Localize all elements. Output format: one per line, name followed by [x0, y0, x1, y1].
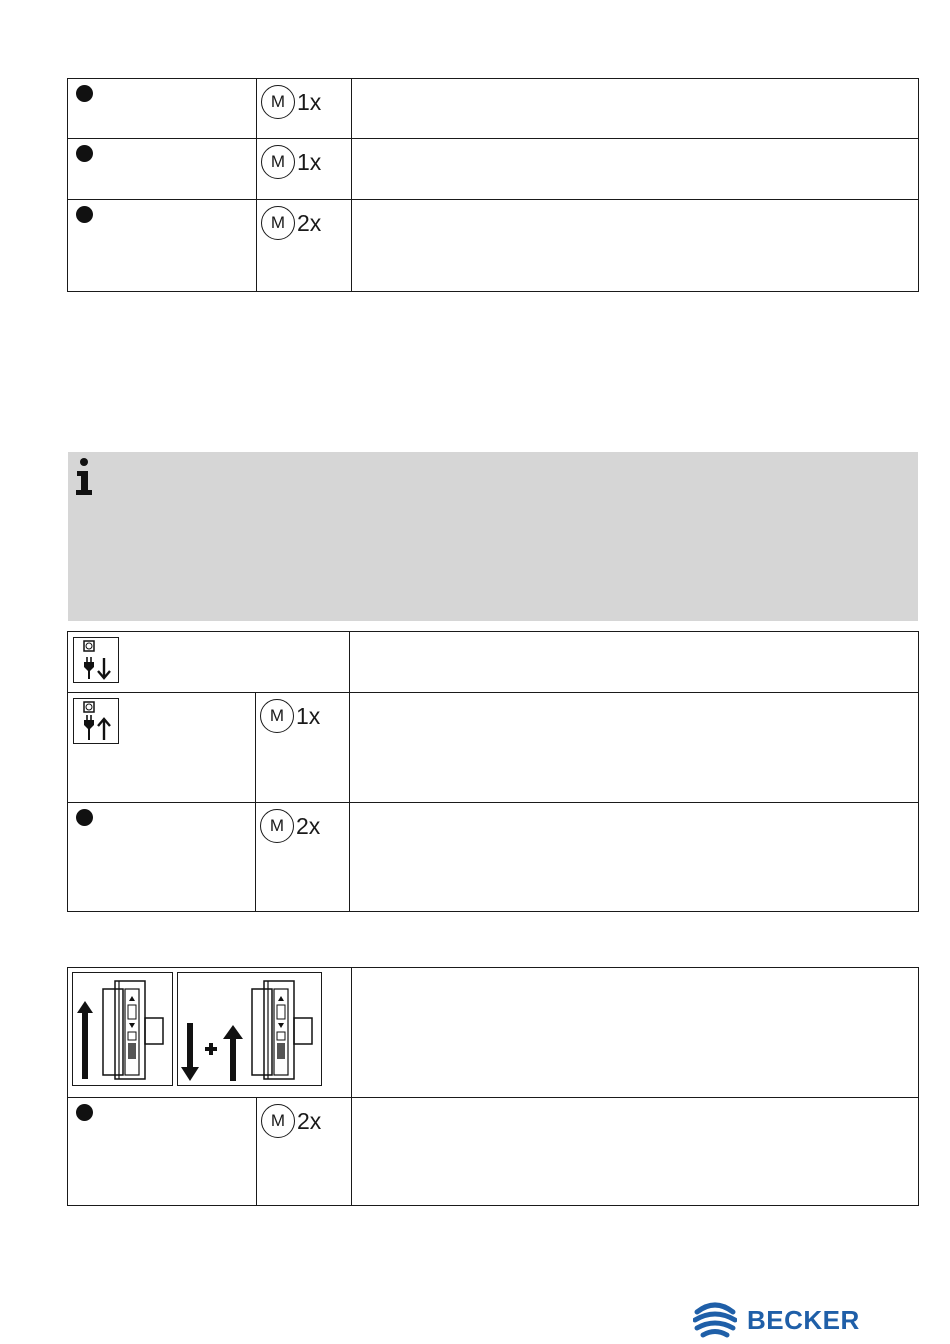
description-cell: [350, 632, 919, 693]
indicator-cell: [68, 803, 256, 912]
dot-icon: [76, 1104, 93, 1121]
description-cell: [352, 968, 919, 1098]
description-cell: [352, 1098, 919, 1206]
press-count: 1x: [297, 88, 322, 115]
dot-icon: [76, 809, 93, 826]
description-cell: [352, 139, 919, 200]
becker-logo: [693, 1300, 860, 1340]
info-box: [68, 452, 918, 621]
press-count: 2x: [297, 1107, 322, 1134]
table-row: [68, 632, 919, 693]
m-button-badge: [261, 145, 321, 179]
m-button-icon: M: [260, 809, 294, 843]
button-cell: [257, 200, 352, 292]
switch-down-up-icon: [177, 972, 322, 1086]
indicator-cell: [68, 139, 257, 200]
step-table-2: [67, 631, 919, 912]
table-row: [68, 968, 919, 1098]
button-cell: [256, 803, 350, 912]
plug-connect-icon: [73, 698, 119, 744]
m-button-badge: [261, 206, 321, 240]
indicator-cell: [68, 1098, 257, 1206]
switch-up-icon: [72, 972, 173, 1086]
press-count: 2x: [297, 209, 322, 236]
description-cell: [350, 693, 919, 803]
button-cell: [257, 1098, 352, 1206]
table-row: [68, 139, 919, 200]
plug-disconnect-icon: [73, 637, 119, 683]
m-button-badge: [260, 809, 320, 843]
description-cell: [352, 200, 919, 292]
description-cell: [350, 803, 919, 912]
button-cell: [256, 693, 350, 803]
step-table-1: [67, 78, 919, 292]
table-row: [68, 693, 919, 803]
m-button-icon: M: [261, 1104, 295, 1138]
press-count: 1x: [297, 148, 322, 175]
dot-icon: [76, 85, 93, 102]
indicator-cell: [68, 693, 256, 803]
description-cell: [352, 79, 919, 139]
becker-logo-mark: [693, 1300, 737, 1340]
table-row: [68, 200, 919, 292]
m-button-badge: [261, 85, 321, 119]
press-count: 2x: [296, 812, 321, 839]
m-button-badge: [261, 1104, 321, 1138]
m-button-icon: M: [261, 145, 295, 179]
dot-icon: [76, 206, 93, 223]
button-cell: [257, 79, 352, 139]
info-icon: [72, 457, 96, 497]
indicator-cell: [68, 632, 350, 693]
table-row: [68, 803, 919, 912]
table-row: [68, 79, 919, 139]
button-cell: [257, 139, 352, 200]
logo-text: BECKER: [747, 1304, 860, 1335]
m-button-icon: M: [260, 699, 294, 733]
m-button-icon: M: [261, 206, 295, 240]
dot-icon: [76, 145, 93, 162]
step-table-3: [67, 967, 919, 1206]
table-row: [68, 1098, 919, 1206]
press-count: 1x: [296, 702, 321, 729]
m-button-badge: [260, 699, 320, 733]
indicator-cell: [68, 968, 352, 1098]
indicator-cell: [68, 79, 257, 139]
indicator-cell: [68, 200, 257, 292]
m-button-icon: M: [261, 85, 295, 119]
